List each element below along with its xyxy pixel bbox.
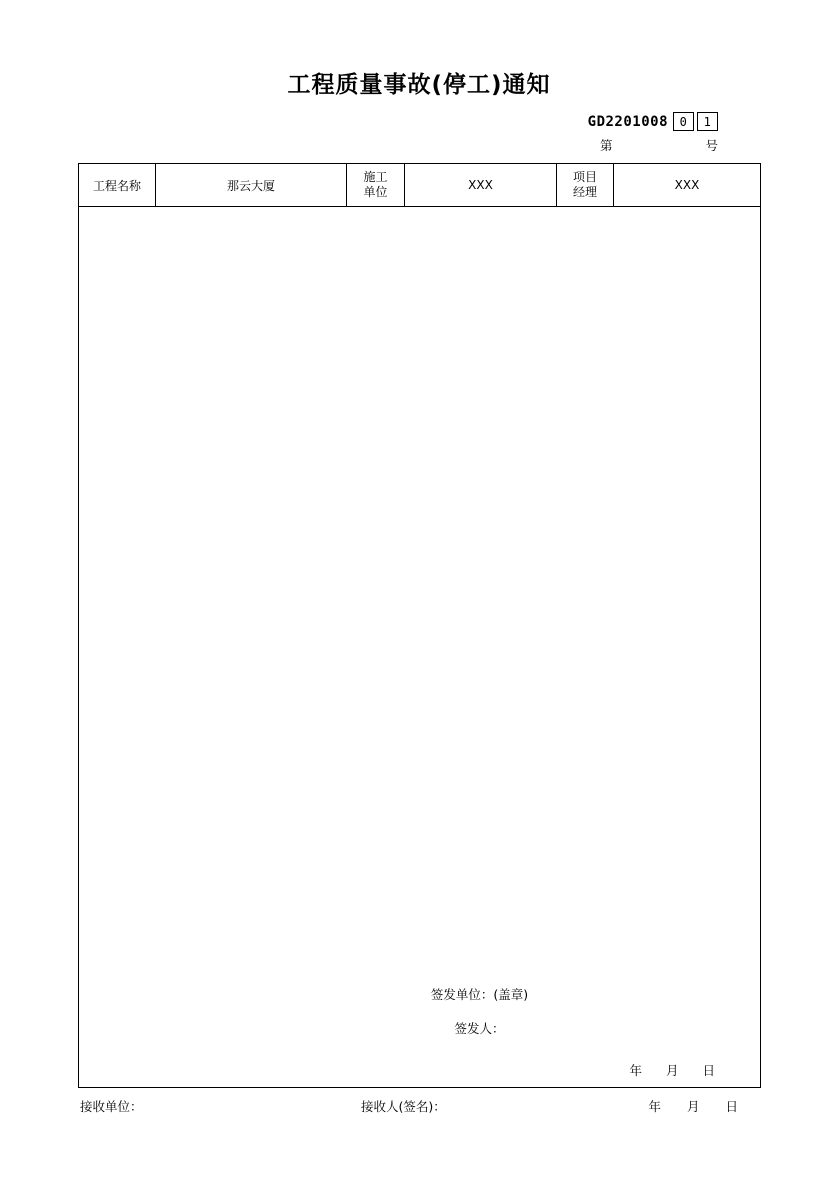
- project-manager-value[interactable]: XXX: [614, 164, 761, 207]
- receive-date-year: 年: [648, 1099, 661, 1114]
- footer-row: [78, 1097, 760, 1117]
- table-row: [79, 207, 761, 1088]
- receive-date-month: 月: [686, 1099, 700, 1114]
- receiver-label: 接收人(签名)：: [361, 1099, 446, 1114]
- project-manager-label-line2: 经理: [572, 185, 597, 199]
- receive-date-line: [626, 1097, 738, 1115]
- issue-date-year: 年: [629, 1063, 642, 1078]
- form-code-group: [588, 112, 718, 131]
- issuer-line: 签发人：: [454, 1021, 505, 1036]
- issue-date-month: 月: [665, 1063, 679, 1078]
- serial-prefix: 第: [600, 138, 613, 153]
- construction-unit-value[interactable]: XXX: [405, 164, 557, 207]
- construction-unit-label-line2: 单位: [363, 185, 388, 199]
- page-title: 工程质量事故(停工)通知: [287, 72, 551, 98]
- code-box-1[interactable]: 0: [673, 112, 694, 131]
- notice-body-cell[interactable]: [79, 207, 761, 1088]
- project-name-label: 工程名称: [79, 164, 156, 207]
- project-manager-label: [557, 164, 614, 207]
- receive-date-day: 日: [725, 1099, 738, 1114]
- construction-unit-label-line1: 施工: [363, 170, 388, 184]
- issue-date-line: [79, 1061, 760, 1079]
- issuing-unit-line: 签发单位：(盖章): [430, 987, 529, 1002]
- serial-suffix: 号: [705, 138, 718, 153]
- serial-number-line: [600, 136, 718, 154]
- table-row: [79, 164, 761, 207]
- form-code: GD2201008: [587, 113, 668, 130]
- signature-block: [79, 985, 760, 1079]
- issue-date-day: 日: [702, 1063, 715, 1078]
- code-box-2[interactable]: 1: [697, 112, 718, 131]
- project-name-value[interactable]: 那云大厦: [156, 164, 347, 207]
- receiving-unit-label: 接收单位：: [80, 1099, 143, 1114]
- project-manager-label-line1: 项目: [572, 170, 597, 184]
- main-form-table: [78, 163, 761, 1088]
- construction-unit-label: [347, 164, 405, 207]
